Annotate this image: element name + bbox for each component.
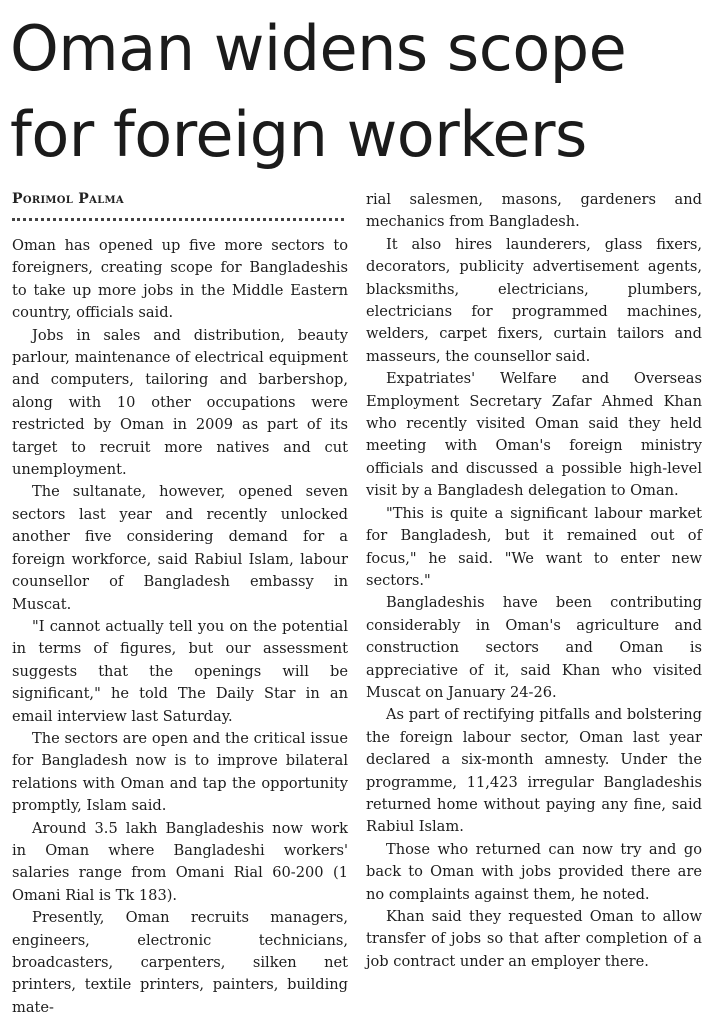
paragraph: Jobs in sales and distribution, beauty parlour, maintenance of electrical equipment and computers, tailoring and barbershop, along with 10 other occupations were restricted by Oman in 2009 as part of its target to recruit more natives and cut unemployment. [12, 326, 348, 479]
paragraph: The sectors are open and the critical issue for Bangladesh now is to improve bilateral relations with Oman and tap the opportunity promptly, Islam said. [12, 729, 348, 815]
paragraph: Khan said they requested Oman to allow transfer of jobs so that after completion of a job contract under an employer there. [366, 908, 702, 970]
paragraph: Expatriates' Welfare and Overseas Employment Secretary Zafar Ahmed Khan who recently visited Oman said they held meeting with Oman's foreign ministry officials and discussed a possible high-level visit by a Bangladesh delegation to Oman. [366, 370, 702, 500]
paragraph: "This is quite a significant labour market for Bangladesh, but it remained out of focus," he said. "We want to enter new sectors." [366, 504, 702, 589]
paragraph: Oman has opened up five more sectors to foreigners, creating scope for Bangladeshis to take up more jobs in the Middle Eastern country, officials said. [12, 237, 348, 322]
paragraph: "I cannot actually tell you on the potential in terms of figures, but our assessment suggests that the openings will be significant," he told The Daily Star in an email interview last Saturday. [12, 617, 348, 725]
paragraph: rial salesmen, masons, gardeners and mechanics from Bangladesh. [366, 191, 702, 231]
paragraph: It also hires launderers, glass fixers, decorators, publicity advertisement agents, blacksmiths, electricians, plumbers, electricians for programmed machines, welders, carpet fixers, curtain tailors and masseurs, the counsellor said. [366, 235, 702, 365]
paragraph: Around 3.5 lakh Bangladeshis now work in Oman where Bangladeshi workers' salaries range from Omani Rial 60-200 (1 Omani Rial is Tk 183). [12, 819, 348, 904]
paragraph: Bangladeshis have been contributing considerably in Oman's agriculture and construction sectors and Oman is appreciative of it, said Khan who visited Muscat on January 24-26. [366, 594, 702, 701]
paragraph: Presently, Oman recruits managers, engineers, electronic technicians, broadcasters, carpenters, silken net printers, textile printers, painters, building mate- [12, 909, 348, 1016]
byline: Porimol Palma [12, 191, 124, 207]
paragraph: Those who returned can now try and go back to Oman with jobs provided there are no complaints against them, he noted. [366, 840, 702, 903]
right-column [366, 189, 702, 973]
headline: Oman widens scope for foreign workers [10, 12, 627, 171]
left-column [12, 235, 348, 1019]
byline-dotted-rule [12, 218, 344, 221]
paragraph: As part of rectifying pitfalls and bolstering the foreign labour sector, Oman last year declared a six-month amnesty. Under the programme, 11,423 irregular Bangladeshis returned home without paying any fine, said Rabiul Islam. [366, 706, 702, 836]
paragraph: The sultanate, however, opened seven sectors last year and recently unlocked another five considering demand for a foreign workforce, said Rabiul Islam, labour counsellor of Bangladesh embassy in Muscat. [12, 483, 348, 613]
